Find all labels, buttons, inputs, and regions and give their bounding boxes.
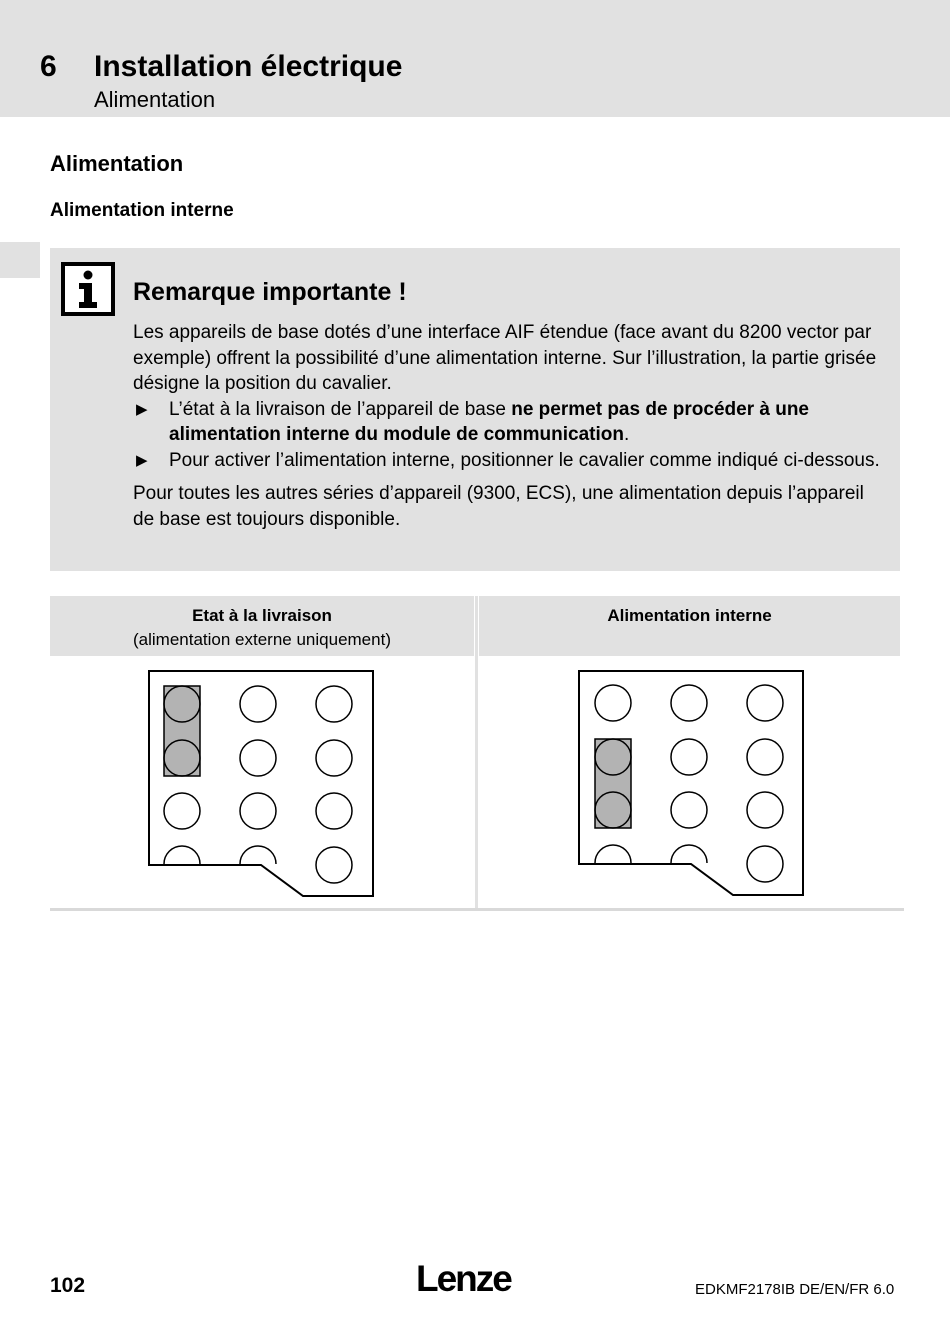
bullet-triangle-icon: ▶	[136, 451, 148, 469]
bullet-triangle-icon: ▶	[136, 400, 148, 418]
section-subheading: Alimentation interne	[50, 200, 234, 221]
note-body	[133, 320, 883, 532]
col2-title: Alimentation interne	[607, 606, 772, 625]
col1-title: Etat à la livraison	[192, 606, 332, 625]
section-heading: Alimentation	[50, 151, 184, 176]
col1-subtitle: (alimentation externe uniquement)	[133, 630, 391, 649]
note-closing: Pour toutes les autres séries d’appareil (9300, ECS), une alimentation depuis l’appareil de base est toujours disponible.	[133, 483, 864, 530]
jumper-diagram-delivery	[140, 665, 385, 905]
bullet-1-bold-text: ne permet pas de procéder à une alimentation interne du module de communication	[169, 398, 809, 445]
bullet-2-text: Pour activer l’alimentation interne, positionner le cavalier comme indiqué ci-dessous.	[169, 449, 880, 471]
note-title: Remarque importante !	[133, 278, 407, 306]
note-bullet-2	[133, 448, 883, 474]
note-bullet-1	[133, 397, 883, 448]
lenze-logo: Lenze	[416, 1258, 511, 1299]
table-header-delivery	[50, 596, 474, 656]
chapter-number: 6	[40, 50, 57, 83]
chapter-subtitle: Alimentation	[94, 87, 216, 112]
jumper-highlight	[164, 686, 200, 776]
page-number: 102	[50, 1274, 86, 1297]
info-icon	[61, 262, 115, 316]
chapter-title: Installation électrique	[94, 50, 403, 83]
table-header-internal	[479, 596, 900, 656]
jumper-diagram-internal	[570, 665, 815, 905]
note-intro: Les appareils de base dotés d’une interface AIF étendue (face avant du 8200 vector par exemple) offrent la possibilité d’une alimentation interne. Sur l’illustration, la partie grisée désigne la position du cavalier.	[133, 322, 877, 394]
jumper-highlight	[595, 739, 631, 828]
side-tab-marker	[0, 242, 40, 278]
table-bottom-rule	[50, 908, 904, 911]
document-reference: EDKMF2178IB DE/EN/FR 6.0	[695, 1281, 895, 1298]
table-column-divider	[475, 596, 478, 910]
bullet-1-end: .	[624, 424, 630, 445]
bullet-1-text: L’état à la livraison de l’appareil de base	[169, 398, 512, 420]
important-note-box	[50, 248, 900, 571]
